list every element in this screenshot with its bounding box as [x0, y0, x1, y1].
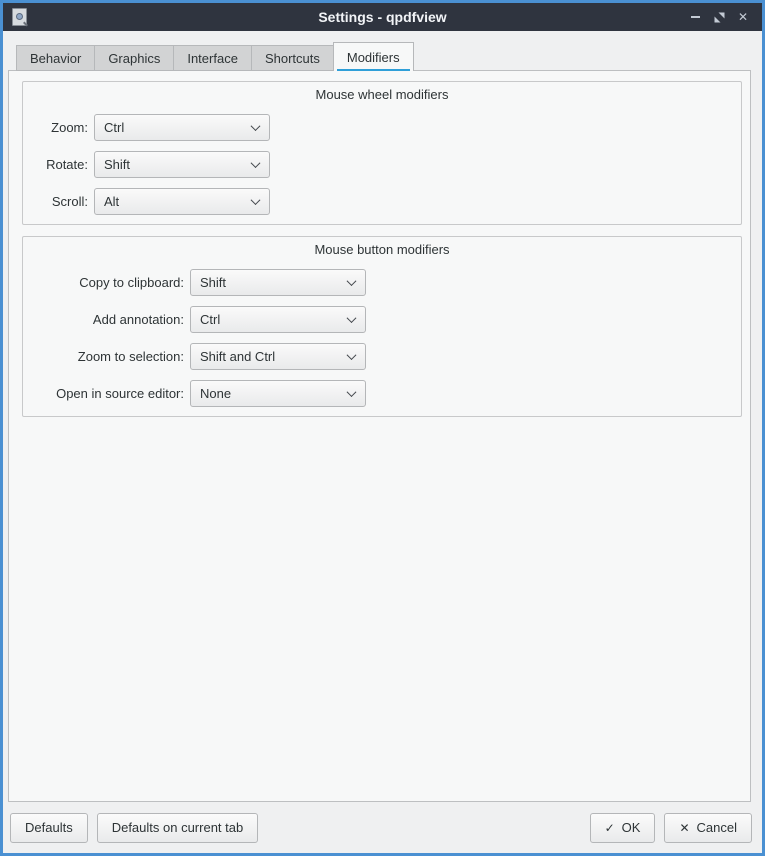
mouse-button-modifiers-title: Mouse button modifiers — [314, 242, 450, 257]
add-annotation-label: Add annotation: — [92, 312, 184, 327]
copy-to-clipboard-label: Copy to clipboard: — [79, 275, 184, 290]
window-controls — [686, 8, 762, 26]
restore-button[interactable] — [710, 8, 728, 26]
scroll-modifier-row — [32, 188, 732, 215]
tab-graphics[interactable] — [94, 45, 174, 71]
add-annotation-select[interactable] — [190, 306, 366, 333]
chevron-down-icon — [347, 276, 357, 286]
cancel-button[interactable] — [664, 813, 752, 843]
qpdfview-app-icon — [12, 8, 27, 26]
zoom-modifier-value: Ctrl — [104, 120, 125, 135]
scroll-modifier-select[interactable] — [94, 188, 270, 215]
chevron-down-icon — [251, 121, 261, 131]
zoom-to-selection-select[interactable] — [190, 343, 366, 370]
zoom-to-selection-row — [32, 343, 732, 370]
restore-icon — [714, 12, 725, 23]
chevron-down-icon — [251, 158, 261, 168]
tab-behavior-label: Behavior — [30, 50, 82, 66]
add-annotation-value: Ctrl — [200, 312, 221, 327]
tab-graphics-label: Graphics — [108, 50, 161, 66]
chevron-down-icon — [347, 313, 357, 323]
modifiers-tab-pane — [8, 70, 751, 802]
chevron-down-icon — [251, 195, 261, 205]
open-in-source-editor-value: None — [200, 386, 232, 401]
tab-modifiers-label: Modifiers — [346, 49, 400, 65]
rotate-modifier-row — [32, 151, 732, 178]
defaults-on-current-tab-button[interactable]: Defaults on current tab — [97, 813, 259, 843]
zoom-to-selection-value: Shift and Ctrl — [200, 349, 276, 364]
scroll-modifier-value: Alt — [104, 194, 120, 209]
cancel-label: Cancel — [696, 820, 737, 835]
zoom-to-selection-label: Zoom to selection: — [77, 349, 184, 364]
tab-modifiers[interactable] — [333, 42, 414, 71]
zoom-modifier-row — [32, 114, 732, 141]
copy-to-clipboard-row — [32, 269, 732, 296]
ok-button[interactable] — [590, 813, 656, 843]
tab-shortcuts[interactable] — [251, 45, 334, 71]
ok-label: OK — [621, 820, 641, 835]
open-in-source-editor-row — [32, 380, 732, 407]
check-icon: ✓ — [604, 820, 615, 835]
tab-interface-label: Interface — [187, 50, 238, 66]
copy-to-clipboard-select[interactable] — [190, 269, 366, 296]
dialog-button-bar — [3, 802, 762, 853]
zoom-modifier-select[interactable] — [94, 114, 270, 141]
rotate-modifier-select[interactable] — [94, 151, 270, 178]
mouse-wheel-modifiers-title: Mouse wheel modifiers — [315, 87, 449, 102]
close-x-icon: ✕ — [679, 820, 690, 835]
open-in-source-editor-label: Open in source editor: — [56, 386, 184, 401]
rotate-modifier-value: Shift — [104, 157, 131, 172]
minimize-button[interactable] — [686, 8, 704, 26]
settings-tabbar — [16, 42, 751, 71]
chevron-down-icon — [347, 387, 357, 397]
defaults-button[interactable]: Defaults — [10, 813, 88, 843]
open-in-source-editor-select[interactable] — [190, 380, 366, 407]
close-button[interactable]: ✕ — [737, 10, 749, 24]
add-annotation-row — [32, 306, 732, 333]
titlebar[interactable] — [3, 3, 762, 31]
copy-to-clipboard-value: Shift — [200, 275, 227, 290]
tab-behavior[interactable] — [16, 45, 95, 71]
magnifier-lens-icon — [16, 13, 23, 20]
scroll-label: Scroll: — [51, 194, 88, 209]
minimize-icon — [691, 16, 700, 18]
tab-interface[interactable] — [173, 45, 252, 71]
zoom-label: Zoom: — [51, 120, 88, 135]
mouse-button-modifiers-group — [22, 236, 742, 417]
window-title: Settings - qpdfview — [318, 9, 447, 25]
tab-shortcuts-label: Shortcuts — [264, 50, 320, 66]
chevron-down-icon — [347, 350, 357, 360]
rotate-label: Rotate: — [46, 157, 88, 172]
mouse-wheel-modifiers-group — [22, 81, 742, 225]
magnifier-handle-icon — [23, 22, 28, 27]
